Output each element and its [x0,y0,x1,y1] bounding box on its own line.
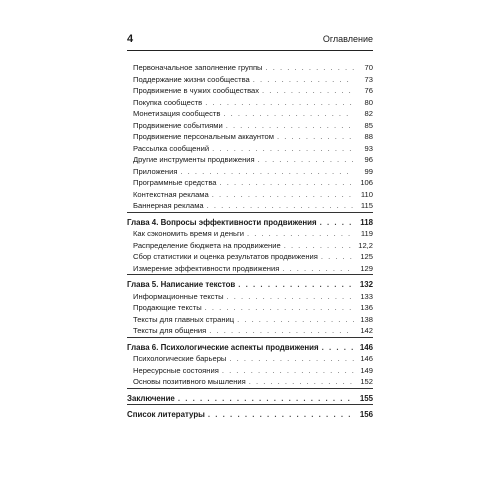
leader-dots [178,393,354,405]
toc-entry-title: Рассылка сообщений [133,143,210,153]
toc-entry [127,166,373,178]
leader-dots [222,365,354,377]
leader-dots [226,120,354,132]
leader-dots [208,409,354,421]
toc-entry [127,200,373,212]
toc-entry [127,177,373,189]
toc-entry [127,189,373,201]
toc-entry-title: Первоначальное заполнение группы [133,63,263,72]
toc-entry [127,353,373,365]
toc-entry [127,228,373,240]
toc-chapter [127,409,373,421]
leader-dots [277,131,354,143]
leader-dots [282,263,354,275]
toc-chapter-page: 156 [359,410,373,419]
toc-entry-page: 93 [364,143,373,153]
toc-entry [127,62,373,74]
toc-entry-title: Информационные тексты [133,291,224,301]
toc-entry-page: 12,2 [358,240,373,250]
toc-entry [127,302,373,314]
toc-entry-page: 85 [364,120,373,130]
toc-entry [127,85,373,97]
toc-entry [127,291,373,303]
toc-entry-title: Продвижение в чужих сообществах [133,86,260,95]
toc-chapter-title: Список литературы [127,410,205,419]
toc-chapter-title: Глава 5. Написание текстов [127,280,236,289]
toc-group [127,404,373,421]
toc-entry [127,120,373,132]
toc-entry [127,263,373,275]
toc-entry-title: Как сэкономить время и деньги [133,229,244,238]
leader-dots [249,376,354,388]
leader-dots [321,251,354,263]
toc-chapter-page: 146 [359,342,373,352]
leader-dots [209,325,354,337]
toc-entry-page: 149 [360,365,373,375]
toc-entry-title: Баннерная реклама [133,201,204,210]
toc-chapter-page: 155 [359,393,373,403]
toc-entry [127,314,373,326]
leader-dots [262,85,354,97]
toc-entry-page: 80 [364,97,373,107]
leader-dots [253,74,354,86]
leader-dots [227,291,354,303]
toc-entry-page: 129 [360,263,373,273]
leader-dots [266,62,354,74]
toc-entry-page: 152 [360,377,373,386]
toc-entry-page: 110 [360,189,373,199]
toc-entry-title: Монетизация сообществ [133,109,221,118]
leader-dots [207,200,354,212]
toc-entry-title: Контекстная реклама [133,189,209,199]
toc-chapter-title: Глава 4. Вопросы эффективности продвижения [127,217,317,227]
toc-entry-title: Продвижение событиями [133,120,223,130]
toc-entry [127,376,373,388]
toc-entry-title: Продающие тексты [133,303,202,312]
leader-dots [320,217,354,229]
toc-entry-page: 106 [360,178,373,187]
page-number: 4 [127,33,134,45]
leader-dots [258,154,354,166]
toc-entry-title: Поддержание жизни сообщества [133,74,250,84]
toc-group [127,62,373,212]
toc-chapter [127,342,373,354]
toc-entry-title: Распределение бюджета на продвижение [133,240,281,250]
leader-dots [237,314,354,326]
toc-chapter-title: Заключение [127,393,175,403]
toc-entry-page: 73 [364,74,373,84]
leader-dots [220,177,354,189]
leader-dots [238,279,354,291]
toc-chapter [127,217,373,229]
toc-entry-page: 99 [364,166,373,176]
toc-group [127,212,373,275]
toc-entry-page: 136 [360,303,373,312]
toc-entry [127,97,373,109]
toc-entry-title: Нересурсные состояния [133,365,219,375]
toc-chapter-title: Глава 6. Психологические аспекты продвижения [127,342,319,352]
toc-entry-page: 146 [360,354,373,363]
toc-chapter [127,279,373,291]
toc-entry-page: 76 [364,86,373,95]
toc-entry-page: 88 [364,132,373,141]
toc-entry [127,240,373,252]
toc-entry-page: 133 [360,291,373,301]
leader-dots [205,97,354,109]
toc-entry-page: 82 [364,109,373,118]
toc-entry-title: Тексты для главных страниц [133,314,235,324]
toc-entry-title: Психологические барьеры [133,354,227,363]
toc-entry [127,131,373,143]
leader-dots [180,166,354,178]
toc-entry-title: Основы позитивного мышления [133,377,246,386]
toc-entry-page: 142 [360,326,373,335]
toc-entry [127,365,373,377]
toc-entry-page: 125 [360,252,373,261]
toc-entry-title: Другие инструменты продвижения [133,155,255,164]
toc-entry-page: 119 [360,229,373,238]
leader-dots [205,302,354,314]
table-of-contents [127,62,373,421]
page-header [127,30,373,51]
toc-entry [127,251,373,263]
toc-entry [127,143,373,155]
toc-entry-title: Измерение эффективности продвижения [133,263,280,273]
leader-dots [212,143,354,155]
toc-entry-title: Приложения [133,166,178,176]
toc-chapter-page: 132 [359,280,373,289]
toc-entry [127,154,373,166]
toc-group [127,337,373,388]
toc-entry-title: Продвижение персональным аккаунтом [133,132,274,141]
toc-entry-page: 115 [360,201,373,210]
leader-dots [247,228,354,240]
toc-entry-title: Покупка сообществ [133,97,203,107]
toc-group [127,274,373,337]
running-section-title: Оглавление [322,34,373,44]
toc-entry [127,108,373,120]
toc-entry-title: Тексты для общения [133,326,207,335]
leader-dots [212,189,354,201]
toc-entry [127,74,373,86]
toc-entry-title: Сбор статистики и оценка результатов продвижения [133,252,318,261]
toc-entry [127,325,373,337]
toc-entry-page: 138 [360,314,373,324]
toc-chapter [127,393,373,405]
toc-group [127,388,373,405]
toc-entry-page: 70 [364,63,373,72]
leader-dots [284,240,354,252]
leader-dots [223,108,354,120]
leader-dots [229,353,354,365]
toc-entry-page: 96 [364,155,373,164]
leader-dots [322,342,354,354]
toc-entry-title: Программные средства [133,178,217,187]
toc-chapter-page: 118 [360,217,373,227]
